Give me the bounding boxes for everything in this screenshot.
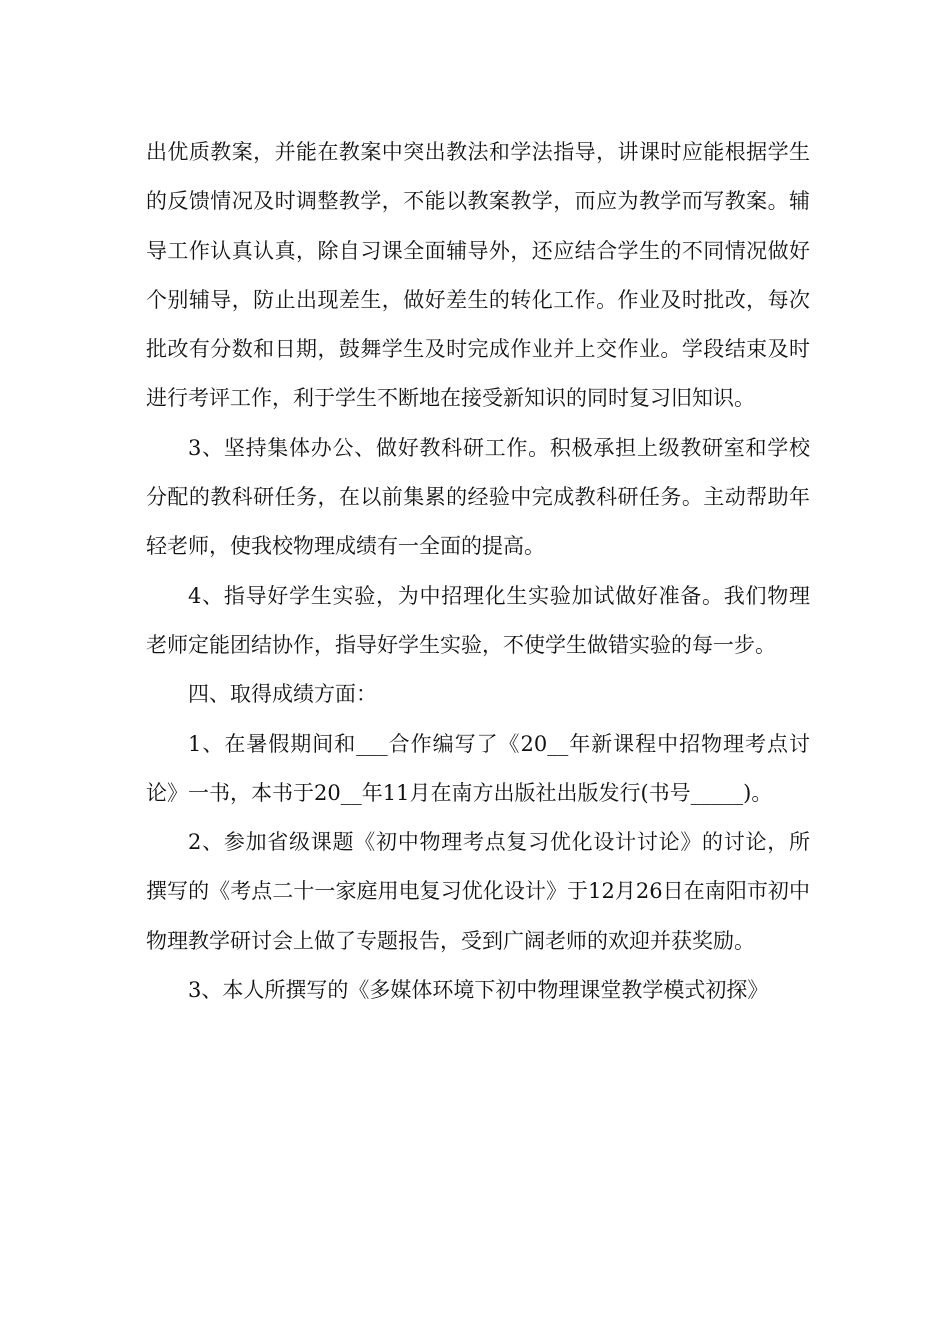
paragraph-achievement-3: 3、本人所撰写的《多媒体环境下初中物理课堂教学模式初探》	[188, 978, 769, 1003]
paragraph-achievement-2: 2、参加省级课题《初中物理考点复习优化设计讨论》的讨论，所撰写的《考点二十一家庭用电复习优化设计》于12月26日在南阳市初中物理教学研讨会上做了专题报告，受到广阔老师的欢迎并获奖励。	[146, 830, 810, 953]
paragraph-item-4: 4、指导好学生实验，为中招理化生实验加试做好准备。我们物理老师定能团结协作，指导好学生实验，不使学生做错实验的每一步。	[146, 583, 810, 657]
document-body	[146, 128, 810, 1015]
paragraph-achievement-1: 1、在暑假期间和___合作编写了《20__年新课程中招物理考点讨论》一书，本书于20__年11月在南方出版社出版发行(书号_____)。	[146, 731, 810, 805]
paragraph-continued: 出优质教案，并能在教案中突出教法和学法指导，讲课时应能根据学生的反馈情况及时调整教学，不能以教案教学，而应为教学而写教案。辅导工作认真认真，除自习课全面辅导外，还应结合学生的不同情况做好个别辅导，防止出现差生，做好差生的转化工作。作业及时批改，每次批改有分数和日期，鼓舞学生及时完成作业并上交作业。学段结束及时进行考评工作，利于学生不断地在接受新知识的同时复习旧知识。	[146, 140, 810, 411]
paragraph-item-3: 3、坚持集体办公、做好教科研工作。积极承担上级教研室和学校分配的教科研任务，在以前集累的经验中完成教科研任务。主动帮助年轻老师，使我校物理成绩有一全面的提高。	[146, 435, 810, 559]
section-heading-achievements: 四、取得成绩方面：	[188, 682, 377, 707]
